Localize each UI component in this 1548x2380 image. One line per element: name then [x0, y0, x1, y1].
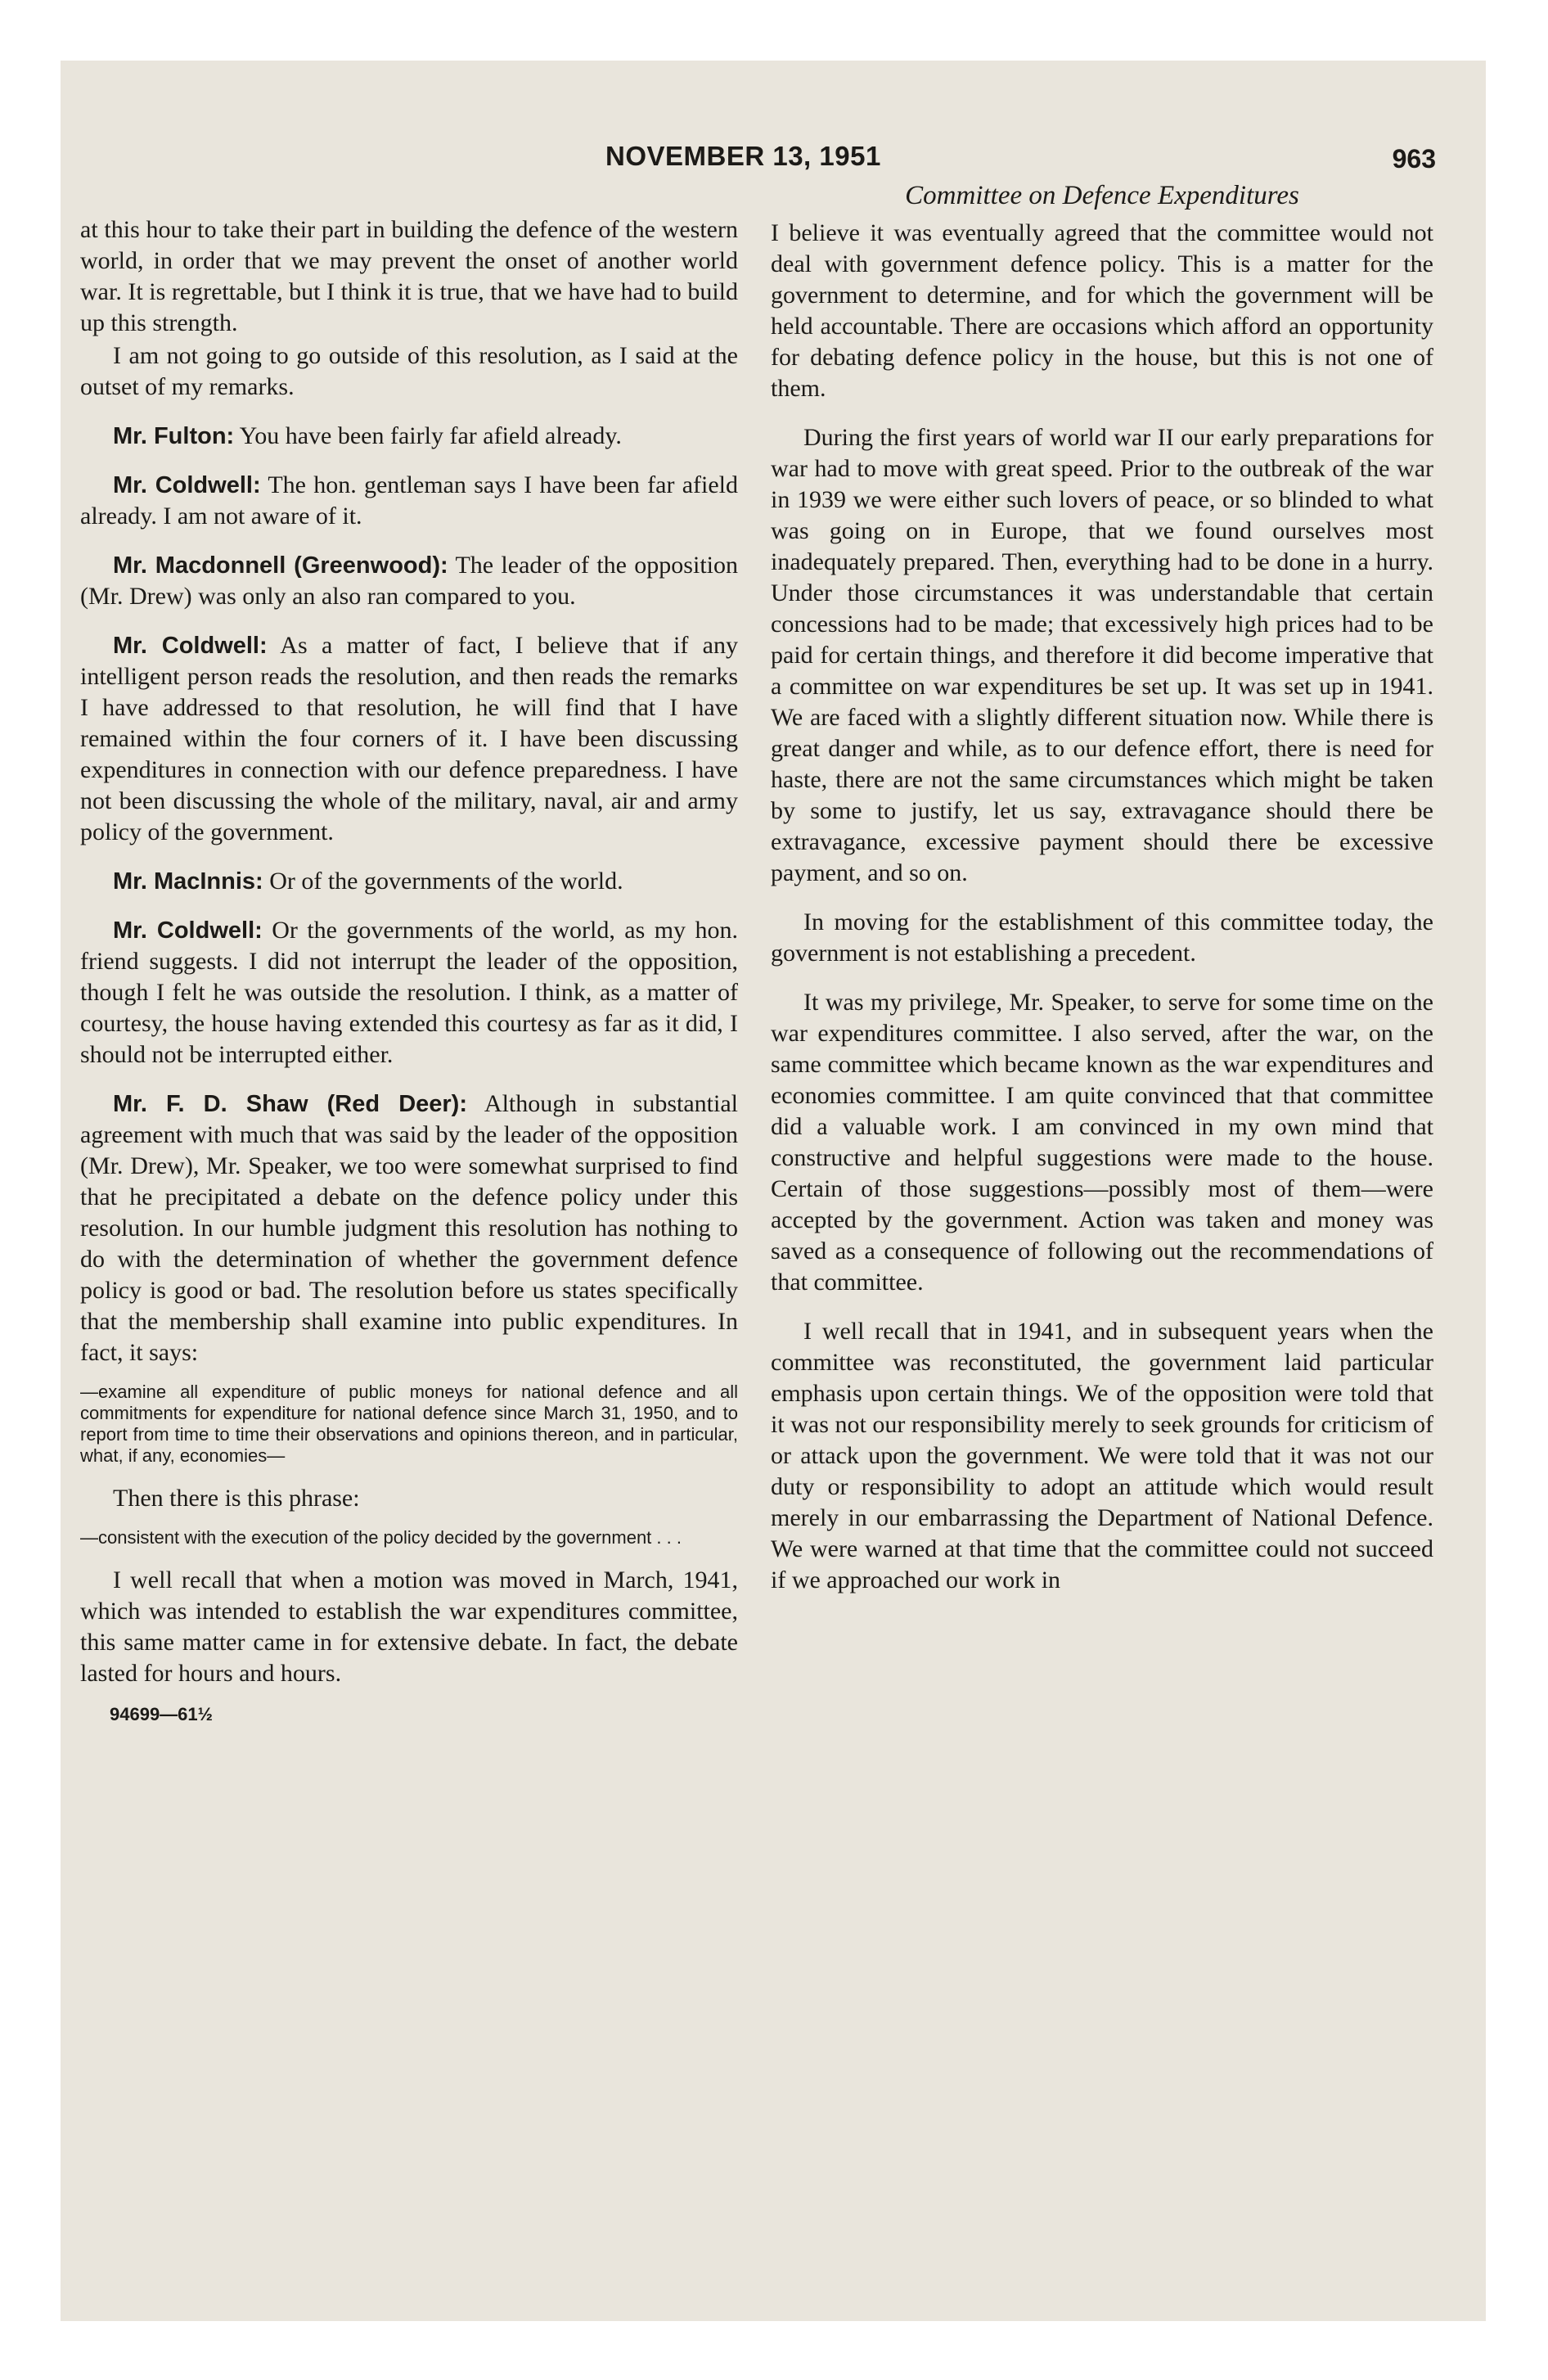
paragraph: I believe it was eventually agreed that the committee would not deal with government defence policy. This is a matter for the government to determine, and for which the government will be held accountable. There are occasions which afford an opportunity for debating defence policy in the house, but this is not one of them. — [771, 219, 1433, 402]
paragraph: I well recall that in 1941, and in subsequent years when the committee was reconstituted, the government laid particular emphasis upon certain things. We of the opposition were told that it was not our responsibility merely to seek grounds for criticism of or attack upon the government. We were told that it was not our duty or responsibility to adopt an attitude which would result merely in our embarrassing the Department of National Defence. We were warned at that time that the committee could not succeed if we approached our work in — [771, 1318, 1433, 1593]
speech-text: As a matter of fact, I believe that if any intelligent person reads the resolution, and then reads the remarks I have addressed to that resolution, he will find that I have remained within the four corners of it. I have been discussing expenditures in connection with our defence preparedness. I have not been discussing the whole of the military, naval, air and army policy of the government. — [80, 632, 739, 845]
running-header — [61, 141, 1486, 182]
paragraph: In moving for the establishment of this committee today, the government is not establishing a precedent. — [771, 908, 1433, 967]
paragraph: During the first years of world war II our early preparations for war had to move with great speed. Prior to the outbreak of the war in 1939 we were either such lovers of peace, or so blinded to what was going on in Europe, that we found ourselves most inadequately prepared. Then, everything had to be done in a hurry. Under those circumstances it was understandable that certain concessions had to be made; that excessively high prices had to be paid for certain things, and therefore it did become imperative that a committee on war expenditures be set up. It was set up in 1941. We are faced with a slightly different situation now. While there is great danger and while, as to our defence effort, there is need for haste, there are not the same circumstances which might be taken by some to justify, let us say, extravagance should there be extravagance, excessive payment should there be excessive payment, and so on. — [771, 424, 1433, 886]
speech-text: You have been fairly far afield already. — [234, 422, 622, 449]
speech-text: Or the governments of the world, as my hon. friend suggests. I did not interrupt the leader of the opposition, though I felt he was outside the resolution. I think, as a matter of courtesy, the house having extended this courtesy as far as it did, I should not be interrupted either. — [80, 917, 739, 1068]
speech-fulton — [80, 421, 738, 452]
speaker-name: Mr. Coldwell: — [113, 633, 268, 659]
speech-macdonnell — [80, 550, 738, 612]
speech-text: The hon. gentleman says I have been far afield already. I am not aware of it. — [80, 471, 738, 530]
speech-shaw — [80, 1089, 738, 1368]
speech-coldwell — [80, 630, 738, 848]
quotation: —consistent with the execution of the policy decided by the government . . . — [80, 1527, 682, 1548]
speech-coldwell — [80, 470, 738, 532]
paragraph: at this hour to take their part in building the defence of the western world, in order that we may prevent the onset of another world war. It is regrettable, but I think it is true, that we have had to build up this strength. — [80, 216, 738, 336]
speech-coldwell — [80, 915, 738, 1071]
speaker-name: Mr. Fulton: — [113, 423, 235, 449]
quotation: —examine all expenditure of public moneys for national defence and all commitments for expenditure for national defence since March 31, 1950, and to report from time to time their observations and opinions thereon, and in particular, what, if any, economies— — [80, 1382, 738, 1466]
header-date: NOVEMBER 13, 1951 — [605, 141, 881, 171]
paragraph: I am not going to go outside of this resolution, as I said at the outset of my remarks. — [80, 342, 738, 400]
left-column — [80, 214, 738, 1725]
print-code: 94699—61½ — [110, 1704, 213, 1724]
hansard-page — [61, 61, 1486, 2321]
speech-text: Or of the governments of the world. — [263, 868, 623, 895]
paragraph: Then there is this phrase: — [113, 1485, 360, 1512]
speaker-name: Mr. F. D. Shaw (Red Deer): — [113, 1091, 467, 1117]
speaker-name: Mr. Macdonnell (Greenwood): — [113, 552, 448, 579]
speaker-name: Mr. MacInnis: — [113, 868, 263, 895]
right-column — [771, 178, 1433, 1596]
speech-text: The leader of the opposition (Mr. Drew) was only an also ran compared to you. — [80, 552, 738, 610]
speech-text: Although in substantial agreement with much that was said by the leader of the opposition (Mr. Drew), Mr. Speaker, we too were somewhat surprised to find that he precipitated a debate on the defence policy under this resolution. In our humble judgment this resolution has nothing to do with the determination of whether the government defence policy is good or bad. The resolution before us states specifically that the membership shall examine into public expenditures. In fact, it says: — [80, 1090, 738, 1366]
speaker-name: Mr. Coldwell: — [113, 917, 263, 944]
speaker-name: Mr. Coldwell: — [113, 472, 261, 498]
page-number: 963 — [1392, 144, 1436, 174]
paragraph: I well recall that when a motion was moved in March, 1941, which was intended to establish the war expenditures committee, this same matter came in for extensive debate. In fact, the debate lasted for hours and hours. — [80, 1566, 738, 1687]
paragraph: It was my privilege, Mr. Speaker, to serve for some time on the war expenditures committee. I also served, after the war, on the same committee which became known as the war expenditures and economies committee. I am quite convinced that that committee did a valuable work. I am convinced in my own mind that constructive and helpful suggestions were made to the house. Certain of those suggestions—possibly most of them—were accepted by the government. Action was taken and money was saved as a consequence of following out the recommendations of that committee. — [771, 989, 1433, 1296]
subject-heading: Committee on Defence Expenditures — [905, 181, 1299, 210]
speech-macinnis — [80, 866, 738, 897]
